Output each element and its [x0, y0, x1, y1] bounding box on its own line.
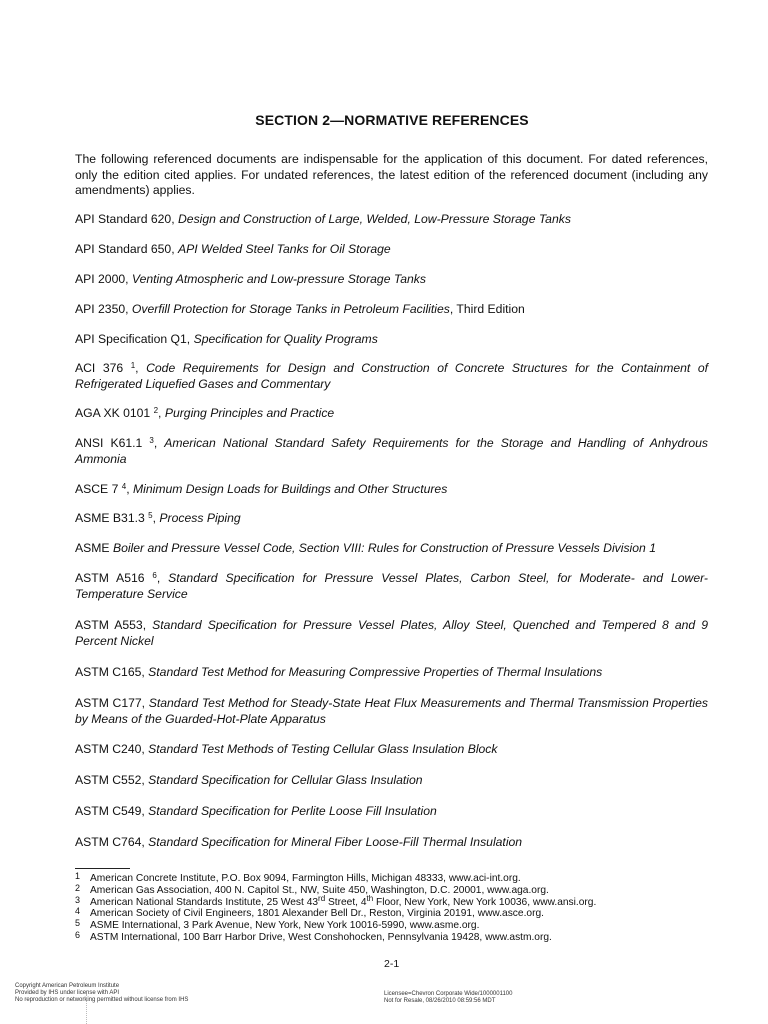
- reference-item: API Standard 620, Design and Construction of Large, Welded, Low-Pressure Storage Tanks: [75, 212, 571, 226]
- footnote: [75, 893, 715, 909]
- footnote-text: American National Standards Institute, 25 West 43rd Street, 4th Floor, New York, New York 10036, www.ansi.org.: [90, 893, 597, 908]
- footnote: [75, 882, 715, 897]
- reference-item: ASCE 7 $^4$, Minimum Design Loads for Buildings and Other Structures: [75, 482, 448, 496]
- footnote-number: 5: [75, 918, 81, 929]
- footnote-divider: [75, 868, 130, 869]
- footnote-number: 4: [75, 906, 81, 917]
- footnote-text: ASTM International, 100 Barr Harbor Drive, West Conshohocken, Pennsylvania 19428, www.astm.org.: [90, 931, 552, 943]
- reference-item: API 2000, Venting Atmospheric and Low-pressure Storage Tanks: [75, 272, 426, 286]
- reference-item: ASME B31.3 $^5$, Process Piping: [75, 511, 241, 525]
- reference-item: ASTM A516 $^6$, Standard Specification for Pressure Vessel Plates, Carbon Steel, for Moderate- and Lower-Temperature Service: [75, 571, 708, 601]
- footnote: [75, 873, 715, 885]
- footnote-text: American Gas Association, 400 N. Capitol St., NW, Suite 450, Washington, D.C. 20001, www.aga.org.: [90, 884, 549, 896]
- reference-item: API Specification Q1, Specification for Quality Programs: [75, 332, 378, 346]
- reference-item: ANSI K61.1 $^3$, American National Standard Safety Requirements for the Storage and Handling of Anhydrous Ammonia: [75, 436, 708, 466]
- section-title: SECTION 2—NORMATIVE REFERENCES: [255, 112, 529, 128]
- reference-item: API Standard 650, API Welded Steel Tanks for Oil Storage: [75, 242, 391, 256]
- reference-item: API 2350, Overfill Protection for Storage Tanks in Petroleum Facilities, Third Edition: [75, 302, 525, 316]
- reference-item: ACI 376 $^1$, Code Requirements for Design and Construction of Concrete Structures for the Containment of Refrigerated Liquefied Gases and Commentary: [75, 361, 708, 391]
- footnote: [75, 929, 715, 944]
- footnote: [75, 908, 715, 920]
- reference-item: ASTM C764, Standard Specification for Mineral Fiber Loose-Fill Thermal Insulation: [75, 835, 523, 849]
- intro-paragraph: The following referenced documents are indispensable for the application of this document. For dated references, only the edition cited applies. For undated references, the latest edition of the referenced document (including any amendments) applies.: [75, 152, 708, 197]
- copyright-notice: Copyright American Petroleum Institute Provided by IHS under license with API No reproduction or networking permitted without license from IHS: [15, 983, 189, 1003]
- footnote: [75, 920, 715, 932]
- reference-item: ASTM C165, Standard Test Method for Measuring Compressive Properties of Thermal Insulations: [75, 665, 603, 679]
- footnote-text: American Society of Civil Engineers, 1801 Alexander Bell Dr., Reston, Virginia 20191, www.asce.org.: [90, 908, 544, 920]
- margin-dots: [86, 994, 88, 1024]
- footnote-number: 3: [75, 894, 81, 905]
- page-number: 2-1: [384, 958, 400, 970]
- reference-item: ASTM C549, Standard Specification for Perlite Loose Fill Insulation: [75, 804, 437, 818]
- licensee-notice: Licensee=Chevron Corporate Wide/1000001100 Not for Resale, 08/26/2010 08:59:56 MDT: [384, 991, 513, 1004]
- reference-item: ASTM C240, Standard Test Methods of Testing Cellular Glass Insulation Block: [75, 742, 498, 756]
- reference-item: ASTM C552, Standard Specification for Cellular Glass Insulation: [75, 773, 423, 787]
- reference-item: ASME Boiler and Pressure Vessel Code, Section VIII: Rules for Construction of Pressure Vessels Division 1: [75, 541, 656, 555]
- footnote-text: ASME International, 3 Park Avenue, New York, New York 10016-5990, www.asme.org.: [90, 920, 480, 932]
- footnote-text: American Concrete Institute, P.O. Box 9094, Farmington Hills, Michigan 48333, www.aci-int.org.: [90, 873, 521, 884]
- footnotes: [75, 873, 715, 944]
- reference-item: AGA XK 0101 $^2$, Purging Principles and Practice: [75, 406, 335, 420]
- footnote-number: 6: [75, 929, 81, 940]
- reference-item: ASTM A553, Standard Specification for Pressure Vessel Plates, Alloy Steel, Quenched and Tempered 8 and 9 Percent Nickel: [75, 618, 708, 648]
- footnote-number: 2: [75, 882, 81, 893]
- footnote-number: 1: [75, 871, 81, 881]
- reference-item: ASTM C177, Standard Test Method for Steady-State Heat Flux Measurements and Thermal Transmission Properties by Means of the Guarded-Hot-Plate Apparatus: [75, 696, 708, 726]
